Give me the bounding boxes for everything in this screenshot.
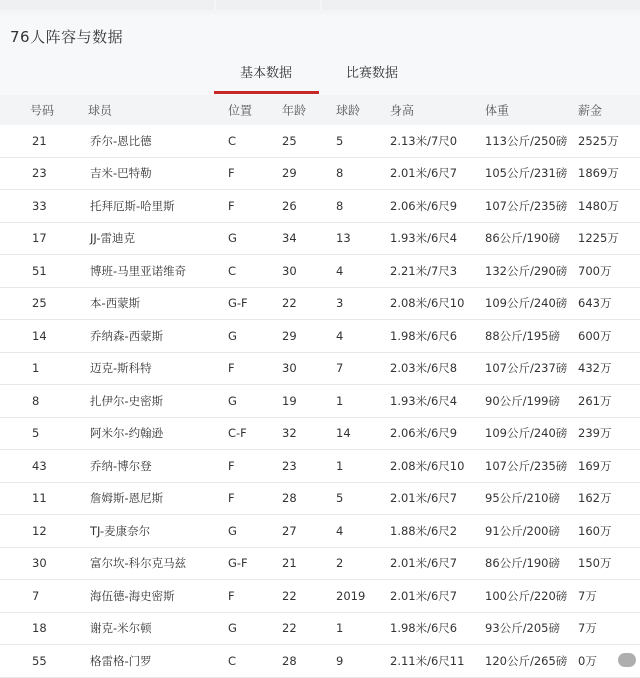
table-row bbox=[0, 548, 640, 581]
cell-weight: 93公斤/205磅 bbox=[485, 621, 560, 636]
cell-height: 2.13米/7尺0 bbox=[390, 133, 458, 148]
table-row bbox=[0, 320, 640, 353]
cell-weight: 86公斤/190磅 bbox=[485, 231, 560, 246]
cell-player: 谢克-米尔顿 bbox=[90, 621, 152, 636]
cell-player: 詹姆斯-恩尼斯 bbox=[90, 491, 164, 506]
cell-number: 33 bbox=[32, 198, 47, 213]
cell-salary: 432万 bbox=[578, 361, 612, 376]
header-salary: 薪金 bbox=[578, 103, 603, 118]
cell-number: 43 bbox=[32, 458, 47, 473]
page-title: 76人阵容与数据 bbox=[10, 28, 124, 46]
cell-position: G bbox=[228, 393, 237, 408]
table-row bbox=[0, 418, 640, 451]
cell-salary: 7万 bbox=[578, 588, 597, 603]
toutiao-logo-icon bbox=[618, 653, 636, 667]
cell-salary: 2525万 bbox=[578, 133, 619, 148]
cell-salary: 261万 bbox=[578, 393, 612, 408]
cell-number: 1 bbox=[32, 361, 40, 376]
header-position: 位置 bbox=[228, 103, 253, 118]
cell-experience: 5 bbox=[336, 491, 344, 506]
cell-height: 2.06米/6尺9 bbox=[390, 198, 458, 213]
cell-weight: 120公斤/265磅 bbox=[485, 653, 568, 668]
cell-player: 吉米-巴特勒 bbox=[90, 166, 152, 181]
top-strip-cell bbox=[216, 0, 320, 10]
cell-age: 25 bbox=[282, 133, 297, 148]
cell-number: 5 bbox=[32, 426, 40, 441]
cell-height: 2.01米/6尺7 bbox=[390, 588, 458, 603]
cell-salary: 160万 bbox=[578, 523, 612, 538]
cell-player: 乔纳-博尔登 bbox=[90, 458, 152, 473]
cell-experience: 1 bbox=[336, 458, 344, 473]
cell-experience: 1 bbox=[336, 621, 344, 636]
header-age: 年龄 bbox=[282, 103, 307, 118]
cell-number: 55 bbox=[32, 653, 47, 668]
cell-salary: 239万 bbox=[578, 426, 612, 441]
watermark bbox=[618, 653, 636, 667]
cell-position: G bbox=[228, 523, 237, 538]
cell-number: 23 bbox=[32, 166, 47, 181]
cell-position: G bbox=[228, 231, 237, 246]
cell-player: 扎伊尔-史密斯 bbox=[90, 393, 164, 408]
cell-salary: 150万 bbox=[578, 556, 612, 571]
header-number: 号码 bbox=[30, 103, 55, 118]
cell-position: C bbox=[228, 133, 237, 148]
tab-game-stats[interactable]: 比赛数据 bbox=[346, 66, 399, 81]
cell-number: 18 bbox=[32, 621, 47, 636]
cell-experience: 1 bbox=[336, 393, 344, 408]
tab-basic-stats[interactable]: 基本数据 bbox=[240, 66, 293, 81]
top-strip-cell bbox=[0, 0, 214, 10]
cell-age: 22 bbox=[282, 588, 297, 603]
cell-position: G-F bbox=[228, 556, 248, 571]
cell-position: C bbox=[228, 653, 237, 668]
cell-age: 29 bbox=[282, 328, 297, 343]
cell-weight: 107公斤/237磅 bbox=[485, 361, 568, 376]
cell-position: C-F bbox=[228, 426, 247, 441]
cell-number: 7 bbox=[32, 588, 40, 603]
cell-position: G bbox=[228, 328, 237, 343]
cell-age: 30 bbox=[282, 361, 297, 376]
cell-height: 1.98米/6尺6 bbox=[390, 621, 458, 636]
cell-height: 2.11米/6尺11 bbox=[390, 653, 465, 668]
table-row bbox=[0, 353, 640, 386]
cell-player: 格雷格-门罗 bbox=[90, 653, 152, 668]
cell-height: 1.93米/6尺4 bbox=[390, 393, 458, 408]
table-row bbox=[0, 125, 640, 158]
cell-position: F bbox=[228, 166, 235, 181]
cell-player: 博班-马里亚诺维奇 bbox=[90, 263, 187, 278]
cell-position: F bbox=[228, 458, 235, 473]
header-area bbox=[0, 14, 640, 95]
cell-age: 27 bbox=[282, 523, 297, 538]
cell-age: 26 bbox=[282, 198, 297, 213]
cell-player: 海伍德-海史密斯 bbox=[90, 588, 175, 603]
cell-experience: 8 bbox=[336, 166, 344, 181]
cell-experience: 4 bbox=[336, 523, 344, 538]
cell-height: 2.01米/6尺7 bbox=[390, 556, 458, 571]
cell-player: 乔纳森-西蒙斯 bbox=[90, 328, 164, 343]
cell-salary: 0万 bbox=[578, 653, 597, 668]
cell-position: F bbox=[228, 198, 235, 213]
top-strip-cell bbox=[322, 0, 640, 10]
cell-age: 23 bbox=[282, 458, 297, 473]
cell-weight: 91公斤/200磅 bbox=[485, 523, 560, 538]
cell-position: F bbox=[228, 361, 235, 376]
cell-age: 22 bbox=[282, 296, 297, 311]
cell-age: 30 bbox=[282, 263, 297, 278]
cell-experience: 13 bbox=[336, 231, 351, 246]
header-height: 身高 bbox=[390, 103, 415, 118]
cell-weight: 95公斤/210磅 bbox=[485, 491, 560, 506]
roster-table bbox=[0, 95, 640, 678]
cell-player: 迈克-斯科特 bbox=[90, 361, 152, 376]
cell-age: 22 bbox=[282, 621, 297, 636]
cell-experience: 4 bbox=[336, 263, 344, 278]
cell-player: TJ-麦康奈尔 bbox=[90, 523, 151, 538]
cell-height: 2.01米/6尺7 bbox=[390, 166, 458, 181]
cell-age: 21 bbox=[282, 556, 297, 571]
cell-weight: 109公斤/240磅 bbox=[485, 296, 568, 311]
table-row bbox=[0, 450, 640, 483]
cell-weight: 105公斤/231磅 bbox=[485, 166, 568, 181]
cell-number: 14 bbox=[32, 328, 47, 343]
cell-weight: 109公斤/240磅 bbox=[485, 426, 568, 441]
cell-weight: 100公斤/220磅 bbox=[485, 588, 568, 603]
cell-number: 17 bbox=[32, 231, 47, 246]
table-row bbox=[0, 515, 640, 548]
cell-salary: 600万 bbox=[578, 328, 612, 343]
cell-experience: 3 bbox=[336, 296, 344, 311]
cell-experience: 14 bbox=[336, 426, 351, 441]
table-row bbox=[0, 158, 640, 191]
cell-player: 托拜厄斯-哈里斯 bbox=[90, 198, 175, 213]
cell-experience: 8 bbox=[336, 198, 344, 213]
cell-player: 阿米尔-约翰逊 bbox=[90, 426, 164, 441]
header-experience: 球龄 bbox=[336, 103, 361, 118]
cell-experience: 2 bbox=[336, 556, 344, 571]
cell-weight: 107公斤/235磅 bbox=[485, 198, 568, 213]
cell-salary: 1869万 bbox=[578, 166, 619, 181]
cell-height: 1.98米/6尺6 bbox=[390, 328, 458, 343]
cell-number: 30 bbox=[32, 556, 47, 571]
cell-height: 1.88米/6尺2 bbox=[390, 523, 458, 538]
cell-age: 34 bbox=[282, 231, 297, 246]
cell-weight: 107公斤/235磅 bbox=[485, 458, 568, 473]
cell-experience: 9 bbox=[336, 653, 344, 668]
table-row bbox=[0, 385, 640, 418]
table-header-row bbox=[0, 95, 640, 125]
cell-position: C bbox=[228, 263, 237, 278]
cell-age: 19 bbox=[282, 393, 297, 408]
table-row bbox=[0, 223, 640, 256]
table-body bbox=[0, 125, 640, 678]
cell-salary: 1480万 bbox=[578, 198, 619, 213]
cell-experience: 4 bbox=[336, 328, 344, 343]
cell-height: 2.03米/6尺8 bbox=[390, 361, 458, 376]
header-weight: 体重 bbox=[485, 103, 510, 118]
table-row bbox=[0, 288, 640, 321]
cell-age: 28 bbox=[282, 491, 297, 506]
cell-weight: 88公斤/195磅 bbox=[485, 328, 560, 343]
cell-salary: 700万 bbox=[578, 263, 612, 278]
cell-number: 8 bbox=[32, 393, 40, 408]
cell-experience: 5 bbox=[336, 133, 344, 148]
cell-position: G-F bbox=[228, 296, 248, 311]
cell-experience: 2019 bbox=[336, 588, 366, 603]
cell-weight: 132公斤/290磅 bbox=[485, 263, 568, 278]
cell-player: 本-西蒙斯 bbox=[90, 296, 141, 311]
cell-number: 21 bbox=[32, 133, 47, 148]
cell-number: 12 bbox=[32, 523, 47, 538]
cell-salary: 162万 bbox=[578, 491, 612, 506]
cell-position: F bbox=[228, 588, 235, 603]
cell-height: 2.21米/7尺3 bbox=[390, 263, 458, 278]
table-row bbox=[0, 613, 640, 646]
cell-age: 29 bbox=[282, 166, 297, 181]
cell-salary: 169万 bbox=[578, 458, 612, 473]
header-player: 球员 bbox=[88, 103, 113, 118]
cell-age: 32 bbox=[282, 426, 297, 441]
cell-weight: 90公斤/199磅 bbox=[485, 393, 560, 408]
cell-salary: 643万 bbox=[578, 296, 612, 311]
cell-player: 乔尔-恩比德 bbox=[90, 133, 152, 148]
cell-number: 11 bbox=[32, 491, 47, 506]
cell-salary: 7万 bbox=[578, 621, 597, 636]
table-row bbox=[0, 255, 640, 288]
cell-height: 2.01米/6尺7 bbox=[390, 491, 458, 506]
cell-weight: 113公斤/250磅 bbox=[485, 133, 568, 148]
cell-number: 51 bbox=[32, 263, 47, 278]
cell-weight: 86公斤/190磅 bbox=[485, 556, 560, 571]
table-row bbox=[0, 483, 640, 516]
cell-experience: 7 bbox=[336, 361, 344, 376]
cell-player: JJ-雷迪克 bbox=[90, 231, 136, 246]
table-row bbox=[0, 190, 640, 223]
active-tab-indicator bbox=[214, 91, 319, 94]
cell-position: G bbox=[228, 621, 237, 636]
top-strip bbox=[0, 0, 640, 14]
cell-height: 2.06米/6尺9 bbox=[390, 426, 458, 441]
cell-number: 25 bbox=[32, 296, 47, 311]
table-row bbox=[0, 580, 640, 613]
cell-salary: 1225万 bbox=[578, 231, 619, 246]
cell-age: 28 bbox=[282, 653, 297, 668]
cell-player: 富尔坎-科尔克马兹 bbox=[90, 556, 187, 571]
cell-position: F bbox=[228, 491, 235, 506]
cell-height: 2.08米/6尺10 bbox=[390, 296, 465, 311]
cell-height: 2.08米/6尺10 bbox=[390, 458, 465, 473]
cell-height: 1.93米/6尺4 bbox=[390, 231, 458, 246]
